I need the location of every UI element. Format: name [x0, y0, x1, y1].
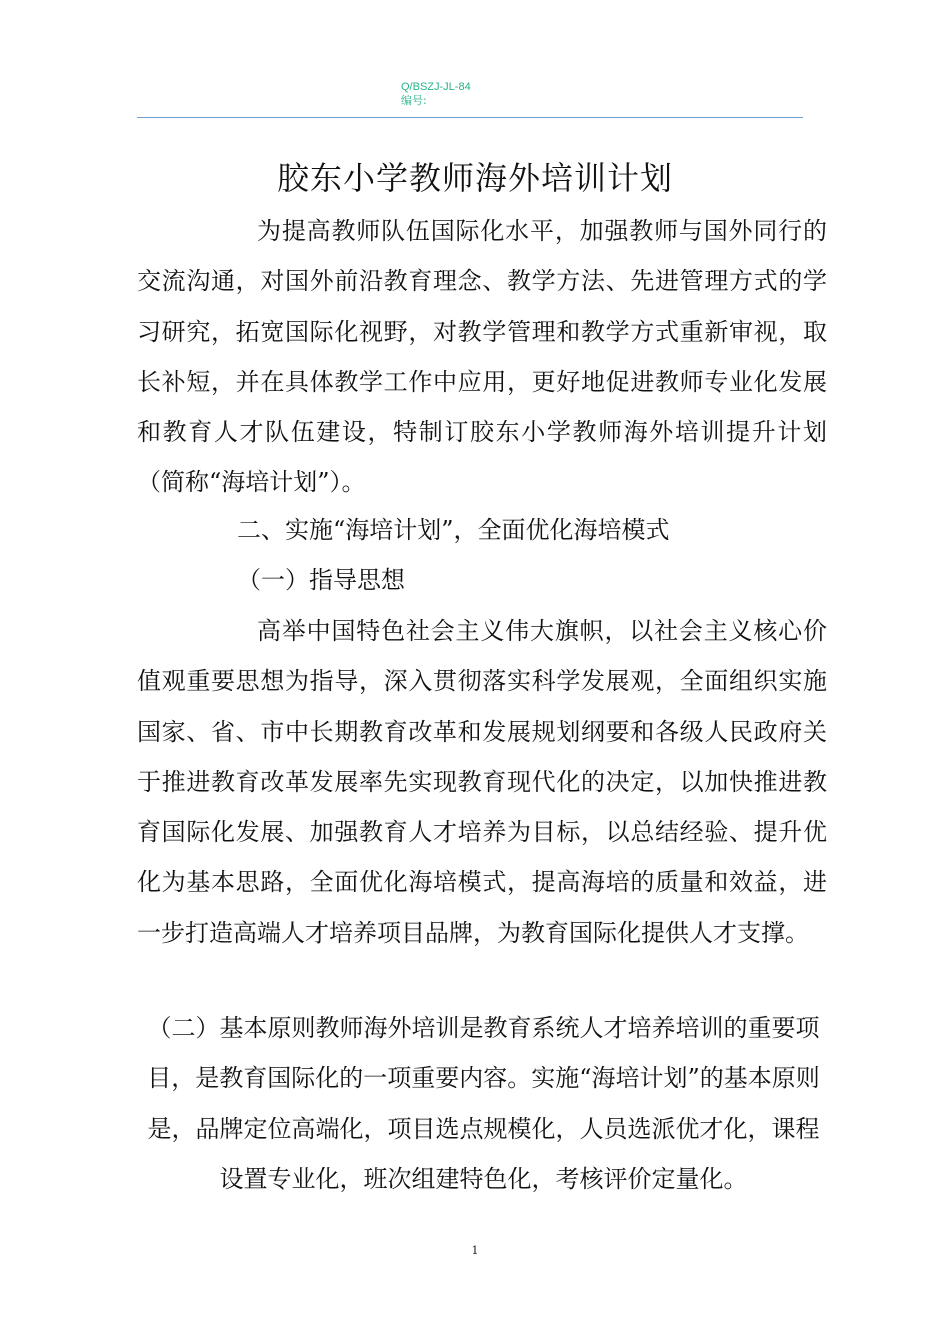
header-divider: [137, 117, 803, 118]
document-number-label: 编号:: [401, 94, 427, 107]
document-code: Q/BSZJ-JL-84: [401, 81, 471, 93]
page-number: 1: [471, 1244, 479, 1257]
basic-principles-paragraph: （二）基本原则教师海外培训是教育系统人才培养培训的重要项目，是教育国际化的一项重要内容。实施“海培计划”的基本原则是，品牌定位高端化，项目选点规模化，人员选派优才化，课程设置专业化，班次组建特色化，考核评价定量化。: [147, 1014, 820, 1193]
subsection-heading: （一）指导思想: [237, 566, 405, 594]
intro-paragraph: 为提高教师队伍国际化水平，加强教师与国外同行的交流沟通，对国外前沿教育理念、教学方法、先进管理方式的学习研究，拓宽国际化视野，对教学管理和教学方式重新审视，取长补短，并在具体教学工作中应用，更好地促进教师专业化发展和教育人才队伍建设，特制订胶东小学教师海外培训提升计划（简称“海培计划”）。: [137, 217, 827, 497]
page-title: 胶东小学教师海外培训计划: [276, 159, 673, 197]
section-heading: 二、实施“海培计划”，全面优化海培模式: [237, 516, 670, 544]
guiding-ideology-paragraph: 高举中国特色社会主义伟大旗帜，以社会主义核心价值观重要思想为指导，深入贯彻落实科学发展观，全面组织实施国家、省、市中长期教育改革和发展规划纲要和各级人民政府关于推进教育改革发展率先实现教育现代化的决定，以加快推进教育国际化发展、加强教育人才培养为目标，以总结经验、提升优化为基本思路，全面优化海培模式，提高海培的质量和效益，进一步打造高端人才培养项目品牌，为教育国际化提供人才支撑。: [137, 617, 827, 947]
